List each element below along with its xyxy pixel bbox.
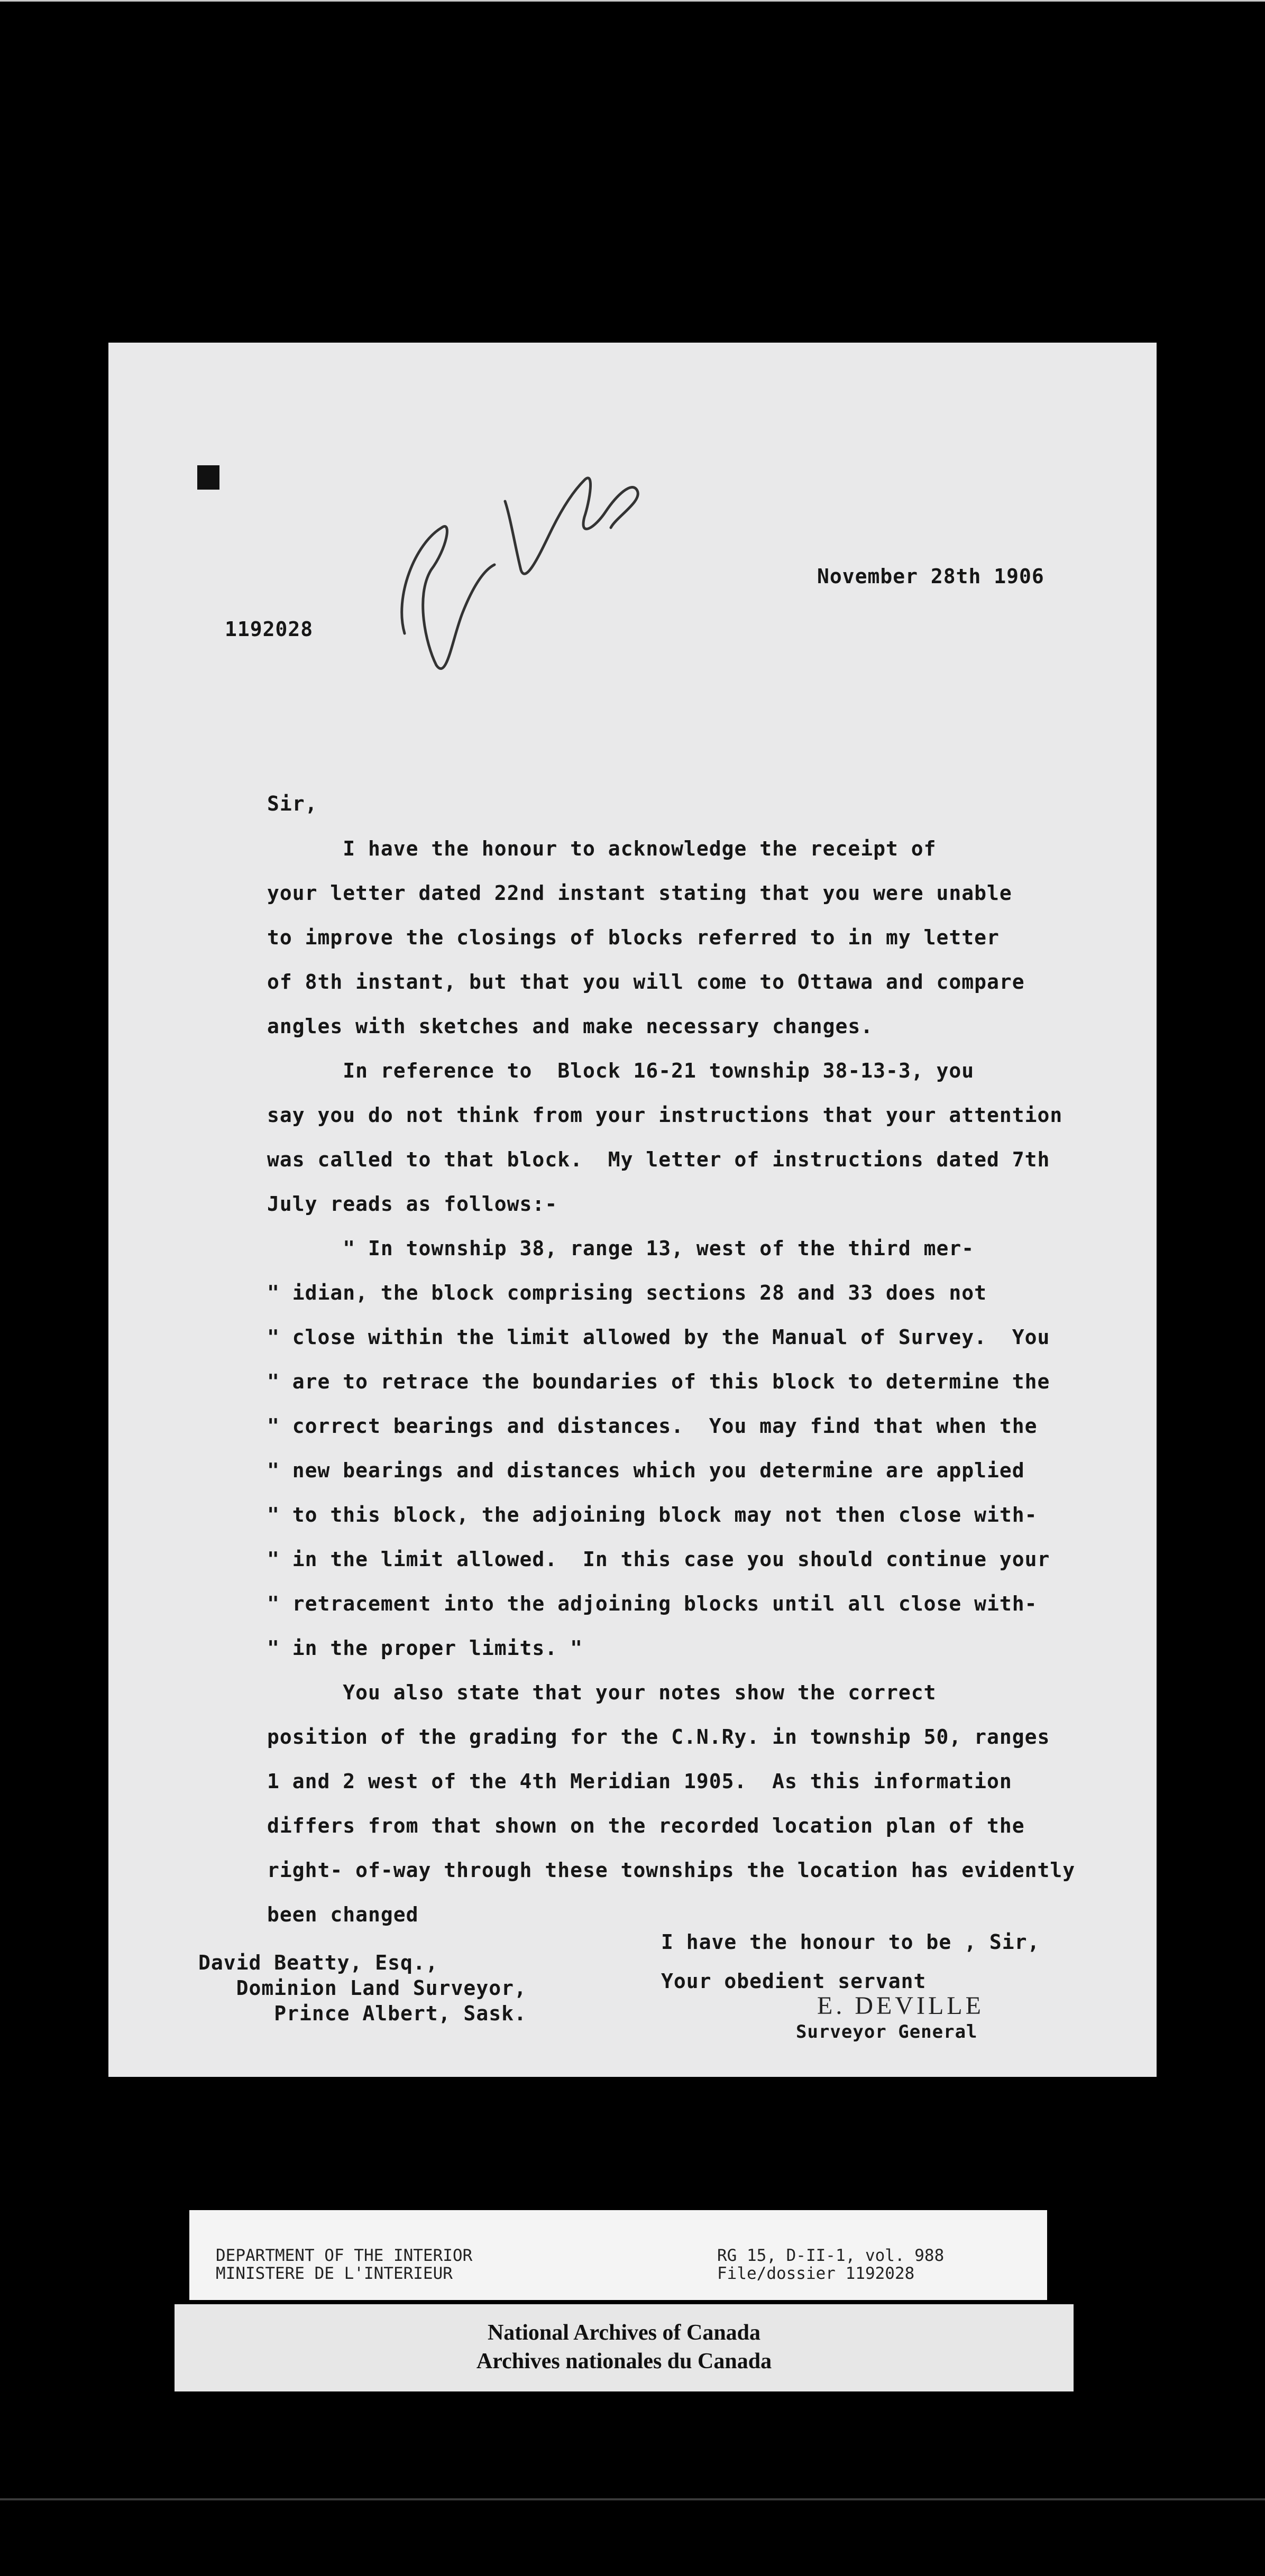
archives-name-fr: Archives nationales du Canada [476, 2349, 772, 2373]
body-line: your letter dated 22nd instant stating that you were unable [267, 881, 1012, 905]
archives-name-en: National Archives of Canada [487, 2321, 761, 2345]
archive-reference-label [189, 2210, 1047, 2300]
addressee-name: David Beatty, Esq., [198, 1951, 438, 1974]
body-line: You also state that your notes show the correct [267, 1681, 937, 1704]
quote-line: " In township 38, range 13, west of the third mer- [267, 1237, 975, 1260]
quote-line: " new bearings and distances which you determine are applied [267, 1459, 1025, 1482]
salutation: Sir, [267, 792, 318, 815]
signature-title: Surveyor General [796, 2021, 978, 2043]
letter-date: November 28th 1906 [817, 565, 1044, 588]
quote-line: " correct bearings and distances. You may find that when the [267, 1414, 1038, 1438]
body-line: been changed [267, 1903, 419, 1926]
body-line: In reference to Block 16-21 township 38-13-3, you [267, 1059, 975, 1082]
closing: I have the honour to be , Sir, [661, 1930, 1040, 1954]
department-en: DEPARTMENT OF THE INTERIOR [216, 2246, 473, 2265]
file-reference: File/dossier 1192028 [717, 2264, 915, 2283]
quote-line: " idian, the block comprising sections 28 and 33 does not [267, 1281, 987, 1304]
closing-servant: Your obedient servant [661, 1970, 927, 1993]
body-line: right- of-way through these townships the location has evidently [267, 1859, 1076, 1882]
letter-page [108, 343, 1157, 2077]
body-line: say you do not think from your instructions that your attention [267, 1103, 1063, 1127]
body-line: differs from that shown on the recorded location plan of the [267, 1814, 1025, 1837]
scan-edge [0, 0, 1265, 2]
quote-line: " are to retrace the boundaries of this block to determine the [267, 1370, 1050, 1393]
quote-line: " in the limit allowed. In this case you should continue your [267, 1548, 1050, 1571]
file-number: 1192028 [225, 618, 314, 641]
bottom-edge [0, 2498, 1265, 2500]
body-line: angles with sketches and make necessary changes. [267, 1015, 874, 1038]
signature-stamp: E. DEVILLE [817, 1992, 984, 2020]
quote-line: " in the proper limits. " [267, 1636, 583, 1660]
archives-name-label [175, 2304, 1074, 2391]
body-line: position of the grading for the C.N.Ry. in township 50, ranges [267, 1725, 1050, 1749]
record-group: RG 15, D-II-1, vol. 988 [717, 2246, 945, 2265]
quote-line: " close within the limit allowed by the Manual of Survey. You [267, 1326, 1050, 1349]
ink-mark [197, 465, 219, 490]
body-line: was called to that block. My letter of instructions dated 7th [267, 1148, 1050, 1171]
body-line: to improve the closings of blocks referred to in my letter [267, 926, 1000, 949]
addressee-title: Dominion Land Surveyor, [198, 1976, 527, 2000]
department-fr: MINISTERE DE L'INTERIEUR [216, 2264, 453, 2283]
quote-line: " retracement into the adjoining blocks until all close with- [267, 1592, 1038, 1615]
body-line: 1 and 2 west of the 4th Meridian 1905. As this information [267, 1770, 1012, 1793]
addressee-location: Prince Albert, Sask. [198, 2002, 527, 2025]
body-line: of 8th instant, but that you will come to Ottawa and compare [267, 970, 1025, 993]
body-line: July reads as follows:- [267, 1192, 558, 1216]
quote-line: " to this block, the adjoining block may not then close with- [267, 1503, 1038, 1526]
handwritten-file-annotation [383, 411, 658, 707]
body-line: I have the honour to acknowledge the receipt of [267, 837, 937, 860]
